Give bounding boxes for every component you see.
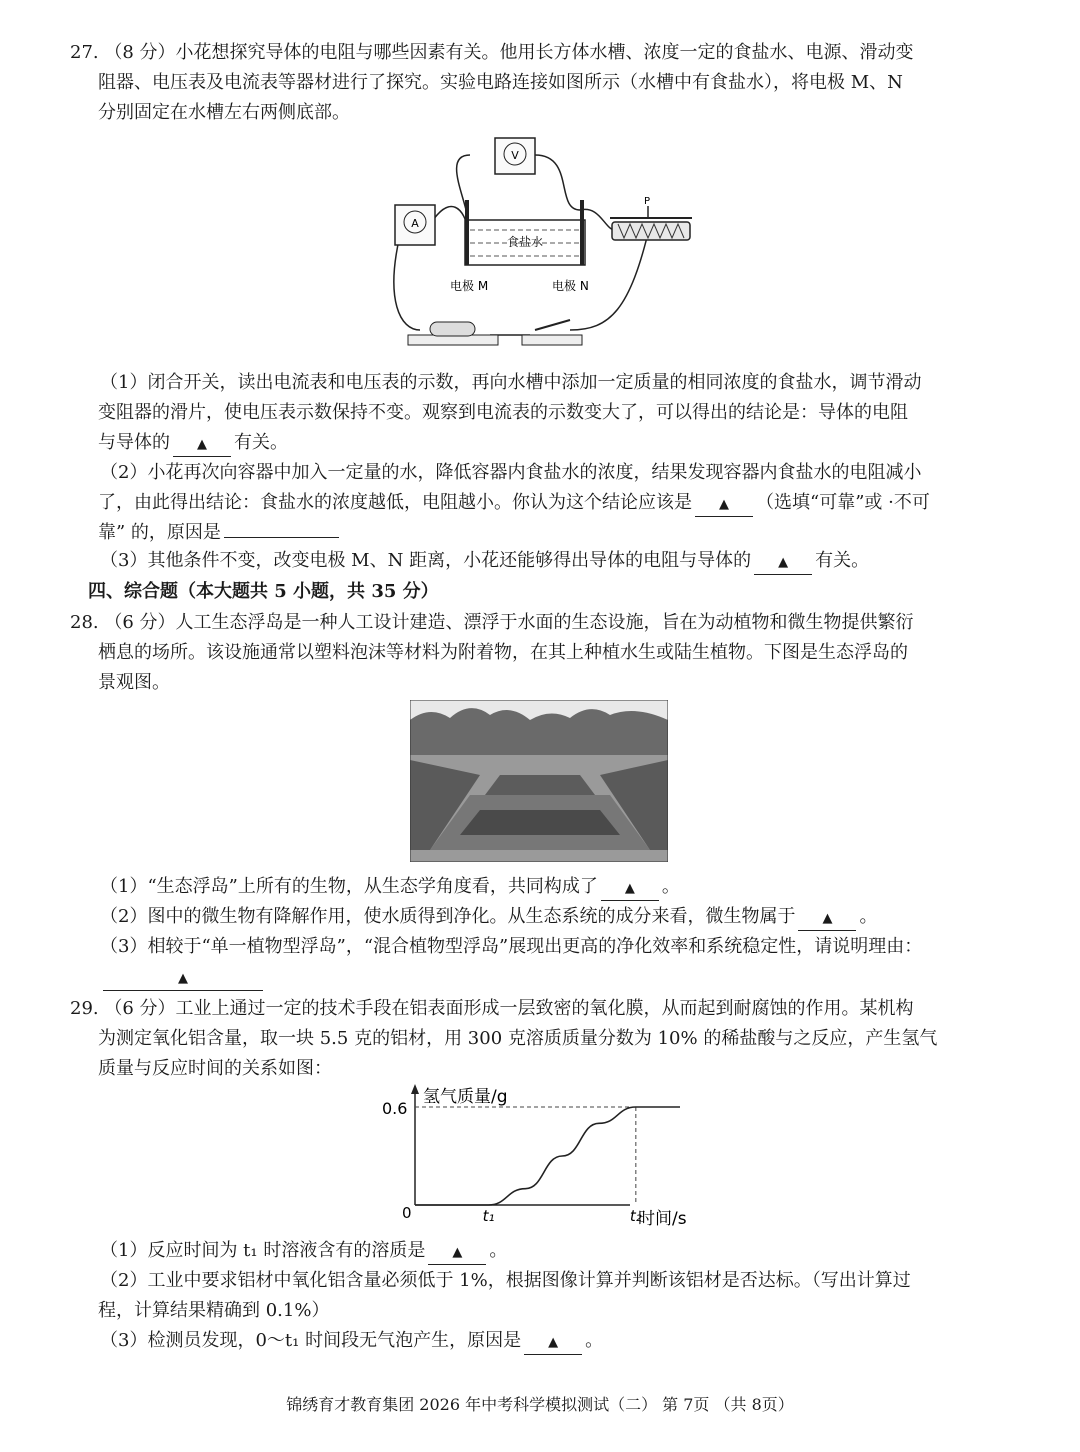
q27-part1 [70, 368, 1020, 458]
electrode-n-label: 电极 N [552, 279, 589, 293]
q29-p1-line: （1）反应时间为 t₁ 时溶液含有的溶质是 ▲ 。 [70, 1236, 1020, 1266]
q27-p3-line: （3）其他条件不变，改变电极 M、N 距离，小花还能够得出导体的电阻与导体的 ▲ 有关。 [70, 546, 1020, 576]
answer-blank[interactable]: ▲ [524, 1330, 582, 1355]
q28-stem-line: 栖息的场所。该设施通常以塑料泡沫等材料为附着物，在其上种植水生或陆生植物。下图是生态浮岛的 [98, 642, 908, 663]
answer-blank[interactable]: ▲ [601, 876, 659, 901]
q28-parts [70, 872, 1020, 992]
salt-water-label: 食盐水 [506, 235, 544, 249]
x-tick-label-t2: t₂ [629, 1207, 642, 1225]
y-axis-arrow [411, 1084, 419, 1094]
water-tank [465, 200, 585, 265]
q27-p2-line: （2）小花再次向容器中加入一定量的水，降低容器内食盐水的浓度，结果发现容器内食盐水的电阻减小 [100, 462, 922, 483]
q27-p1-line: 与导体的 ▲ 有关。 [70, 428, 1020, 458]
answer-blank[interactable]: ▲ [798, 906, 856, 931]
ammeter [395, 205, 435, 245]
answer-blank[interactable]: ▲ [754, 550, 812, 575]
q27-stem-line: 分别固定在水槽左右两侧底部。 [98, 102, 350, 123]
answer-blank[interactable] [224, 537, 339, 538]
rheostat-slider-label: P [644, 196, 651, 207]
origin-label: 0 [402, 1204, 412, 1222]
floating-island-photo [410, 700, 668, 862]
section-heading: 四、综合题（本大题共 5 小题，共 35 分） [88, 581, 439, 602]
page-footer: 锦绣育才教育集团 2026 年中考科学模拟测试（二） 第 7页 （共 8页） [286, 1395, 794, 1414]
q27-part2 [70, 458, 1020, 548]
q29-stem-line: 为测定氧化铝含量，取一块 5.5 克的铝材，用 300 克溶质质量分数为 10% 的稀盐酸与之反应，产生氢气 [98, 1028, 938, 1049]
q28-stem [70, 608, 1020, 698]
q29-p2-line: 程，计算结果精确到 0.1%） [98, 1300, 330, 1321]
q28-p3-answer-line [70, 962, 1020, 992]
q28-stem-line: 28. （6 分）人工生态浮岛是一种人工设计建造、漂浮于水面的生态设施，旨在为动植物和微生物提供繁衍 [70, 612, 914, 633]
q27-p1-line: （1）闭合开关，读出电流表和电压表的示数，再向水槽中添加一定质量的相同浓度的食盐水，调节滑动 [100, 372, 922, 393]
battery [408, 322, 498, 345]
electrode-n-plate [580, 200, 584, 265]
q28-p2-line: （2）图中的微生物有降解作用，使水质得到净化。从生态系统的成分来看，微生物属于 ▲ 。 [70, 902, 1020, 932]
q27-stem [70, 38, 1020, 128]
electrode-m-label: 电极 M [450, 279, 489, 293]
q27-stem-line: 阻器、电压表及电流表等器材进行了探究。实验电路连接如图所示（水槽中有食盐水），将电极 M、N [98, 72, 903, 93]
switch [522, 320, 582, 345]
answer-blank[interactable]: ▲ [428, 1240, 486, 1265]
q27-p2-line: 了，由此得出结论：食盐水的浓度越低，电阻越小。你认为这个结论应该是 ▲ （选填“可靠”或 ·不可 [70, 488, 1020, 518]
q27-p2-line: 靠” 的，原因是 [70, 518, 1020, 548]
q28-p1-line: （1）“生态浮岛”上所有的生物，从生态学角度看，共同构成了 ▲ 。 [70, 872, 1020, 902]
q29-p3-line: （3）检测员发现，0～t₁ 时间段无气泡产生，原因是 ▲ 。 [70, 1326, 1020, 1356]
ammeter-label: A [411, 217, 419, 230]
q29-p2-line: （2）工业中要求铝材中氧化铝含量必须低于 1%，根据图像计算并判断该铝材是否达标。（写出计算过 [100, 1270, 911, 1291]
q28-p3-line: （3）相较于“单一植物型浮岛”，“混合植物型浮岛”展现出更高的净化效率和系统稳定性，请说明理由： [100, 936, 923, 957]
q27-p1-line: 变阻器的滑片，使电压表示数保持不变。观察到电流表的示数变大了，可以得出的结论是：导体的电阻 [98, 402, 908, 423]
rheostat [610, 196, 692, 240]
hydrogen-chart [380, 1080, 710, 1230]
answer-blank[interactable]: ▲ [103, 966, 263, 991]
q29-stem [70, 994, 1020, 1084]
q29-parts [70, 1236, 1020, 1356]
electrode-m-plate [465, 200, 469, 265]
voltmeter [495, 138, 535, 174]
q28-stem-line: 景观图。 [98, 672, 170, 693]
x-tick-label-t1: t₁ [482, 1207, 495, 1225]
voltmeter-label: V [511, 149, 519, 162]
x-axis-label: 时间/s [638, 1209, 687, 1229]
q27-part3 [70, 546, 1020, 576]
y-axis-label: 氢气质量/g [423, 1087, 508, 1107]
answer-blank[interactable]: ▲ [173, 432, 231, 457]
q29-stem-line: 29. （6 分）工业上通过一定的技术手段在铝表面形成一层致密的氧化膜，从而起到耐腐蚀的作用。某机构 [70, 998, 914, 1019]
y-tick-label: 0.6 [382, 1099, 408, 1118]
q29-stem-line: 质量与反应时间的关系如图： [98, 1058, 332, 1079]
answer-blank[interactable]: ▲ [695, 492, 753, 517]
circuit-diagram [380, 130, 710, 360]
q27-stem-line: 27. （8 分）小花想探究导体的电阻与哪些因素有关。他用长方体水槽、浓度一定的食盐水、电源、滑动变 [70, 42, 914, 63]
hydrogen-curve [415, 1107, 680, 1205]
